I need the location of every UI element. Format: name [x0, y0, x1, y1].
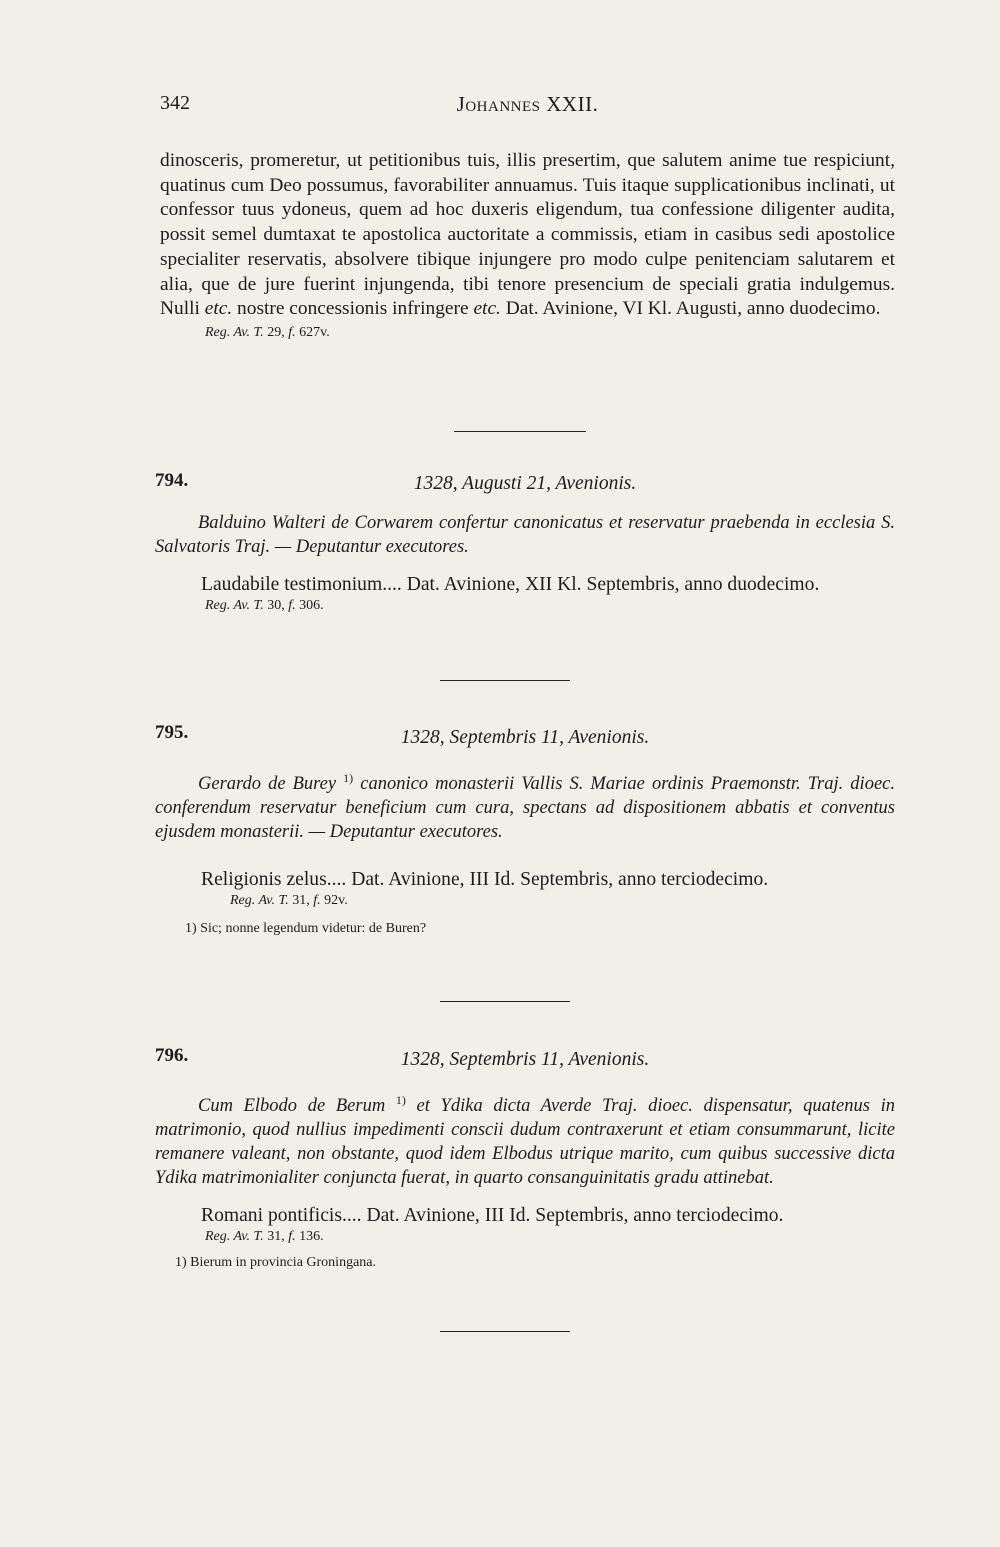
entry-summary: [155, 1088, 895, 1190]
continued-text: [160, 149, 895, 342]
entry-date: 1328, Augusti 21, Avenionis.: [413, 473, 637, 494]
entry-summary: Balduino Walteri de Corwarem confertur canonicatus et reservatur praebenda in ecclesia S. Salvatoris Traj. — Deputantur executores.: [155, 513, 895, 557]
entry-795: [155, 722, 895, 938]
source-f: f.: [288, 324, 296, 340]
intro-text: dinosceris, promeretur, ut petitionibus tuis, illis presertim, que salutem anime tue respiciunt, quatinus cum Deo possumus, favorabiliter annuamus. Tuis itaque supplicationibus inclinati, ut confessor tuus ydoneus, quem ad hoc duxeris eligendum, tua confessione diligenter audita, possit semel dumtaxat te apostolica auctoritate a commissis, etiam in casibus sedi apostolice specialiter reservatis, absolvere tibique injungere pro modo culpe penitenciam salutarem et alia, que de jure fuerint injungenda, tibi tenore presencium de speciali gratia indulgemus. Nulli: [160, 150, 895, 320]
intro-text-3: Dat. Avinione, VI Kl. Augusti, anno duodecimo.: [505, 298, 881, 320]
footnote-marker: 1): [395, 1093, 406, 1107]
etc-italic: etc.: [204, 298, 233, 320]
source-f: f.: [313, 893, 321, 909]
page-header: [160, 92, 895, 122]
separator-rule: [440, 680, 570, 681]
intro-text-2: nostre concessionis infringere: [237, 298, 469, 320]
page-number: 342: [160, 92, 190, 114]
entry-summary: [155, 766, 895, 844]
source-reference: [205, 597, 895, 615]
separator-rule: [454, 431, 586, 432]
source-f: f.: [288, 1229, 296, 1245]
entry-number: 794.: [155, 470, 189, 491]
footnote: 1) Sic; nonne legendum videtur: de Buren?: [185, 921, 427, 937]
source-reg: Reg. Av. T.: [230, 893, 289, 909]
summary-part-b: canonico monasterii Vallis S. Mariae ordinis Praemonstr. Traj. dioec. conferendum reservatur beneficium cum cura, spectans ad dispositionem abbatis et conventus ejusdem monasterii. — Deputantur executores.: [155, 774, 895, 843]
source-num: 30,: [267, 598, 285, 613]
source-num: 31,: [267, 1229, 285, 1245]
entry-number: 795.: [155, 722, 189, 743]
entry-date: 1328, Septembris 11, Avenionis.: [400, 1049, 650, 1070]
source-folio: 136.: [299, 1229, 324, 1245]
source-reference: [205, 324, 895, 342]
separator-rule: [440, 1331, 570, 1332]
summary-part-a: Cum Elbodo de Berum: [198, 1096, 386, 1117]
entry-date: 1328, Septembris 11, Avenionis.: [400, 727, 650, 748]
entry-796: [155, 1045, 895, 1272]
source-reg: Reg. Av. T.: [205, 598, 264, 613]
footnote: 1) Bierum in provincia Groningana.: [175, 1255, 377, 1271]
entry-body: Romani pontificis.... Dat. Avinione, III Id. Septembris, anno terciodecimo.: [201, 1205, 784, 1227]
running-title: Johannes XXII.: [456, 92, 599, 116]
source-folio: 306.: [299, 598, 324, 613]
summary-part-a: Gerardo de Burey: [198, 774, 337, 795]
footnote-marker: 1): [343, 771, 354, 785]
source-num: 31,: [292, 893, 310, 909]
etc-italic: etc.: [473, 298, 501, 320]
entry-body: Religionis zelus.... Dat. Avinione, III Id. Septembris, anno terciodecimo.: [201, 869, 769, 891]
source-reference: [205, 1228, 895, 1246]
source-reg: Reg. Av. T.: [205, 324, 264, 340]
entry-794: [155, 470, 895, 615]
entry-body: Laudabile testimonium.... Dat. Avinione, XII Kl. Septembris, anno duodecimo.: [201, 574, 820, 595]
entry-number: 796.: [155, 1045, 189, 1066]
source-reg: Reg. Av. T.: [205, 1229, 264, 1245]
source-f: f.: [288, 598, 296, 613]
summary-part-b: et Ydika dicta Averde Traj. dioec. dispensatur, quatenus in matrimonio, quod nullius impedimenti conscii dudum contraxerunt et etiam consummarunt, licite remanere valeant, non obstante, quod idem Elbodus utrique marito, cum quibus successive dicta Ydika matrimonialiter conjuncta fuerat, in quarto consanguinitatis gradu attinebat.: [155, 1096, 895, 1189]
source-reference: [230, 892, 895, 910]
separator-rule: [440, 1001, 570, 1002]
source-folio: 627v.: [299, 324, 330, 340]
source-num: 29,: [267, 324, 285, 340]
source-folio: 92v.: [324, 893, 348, 909]
